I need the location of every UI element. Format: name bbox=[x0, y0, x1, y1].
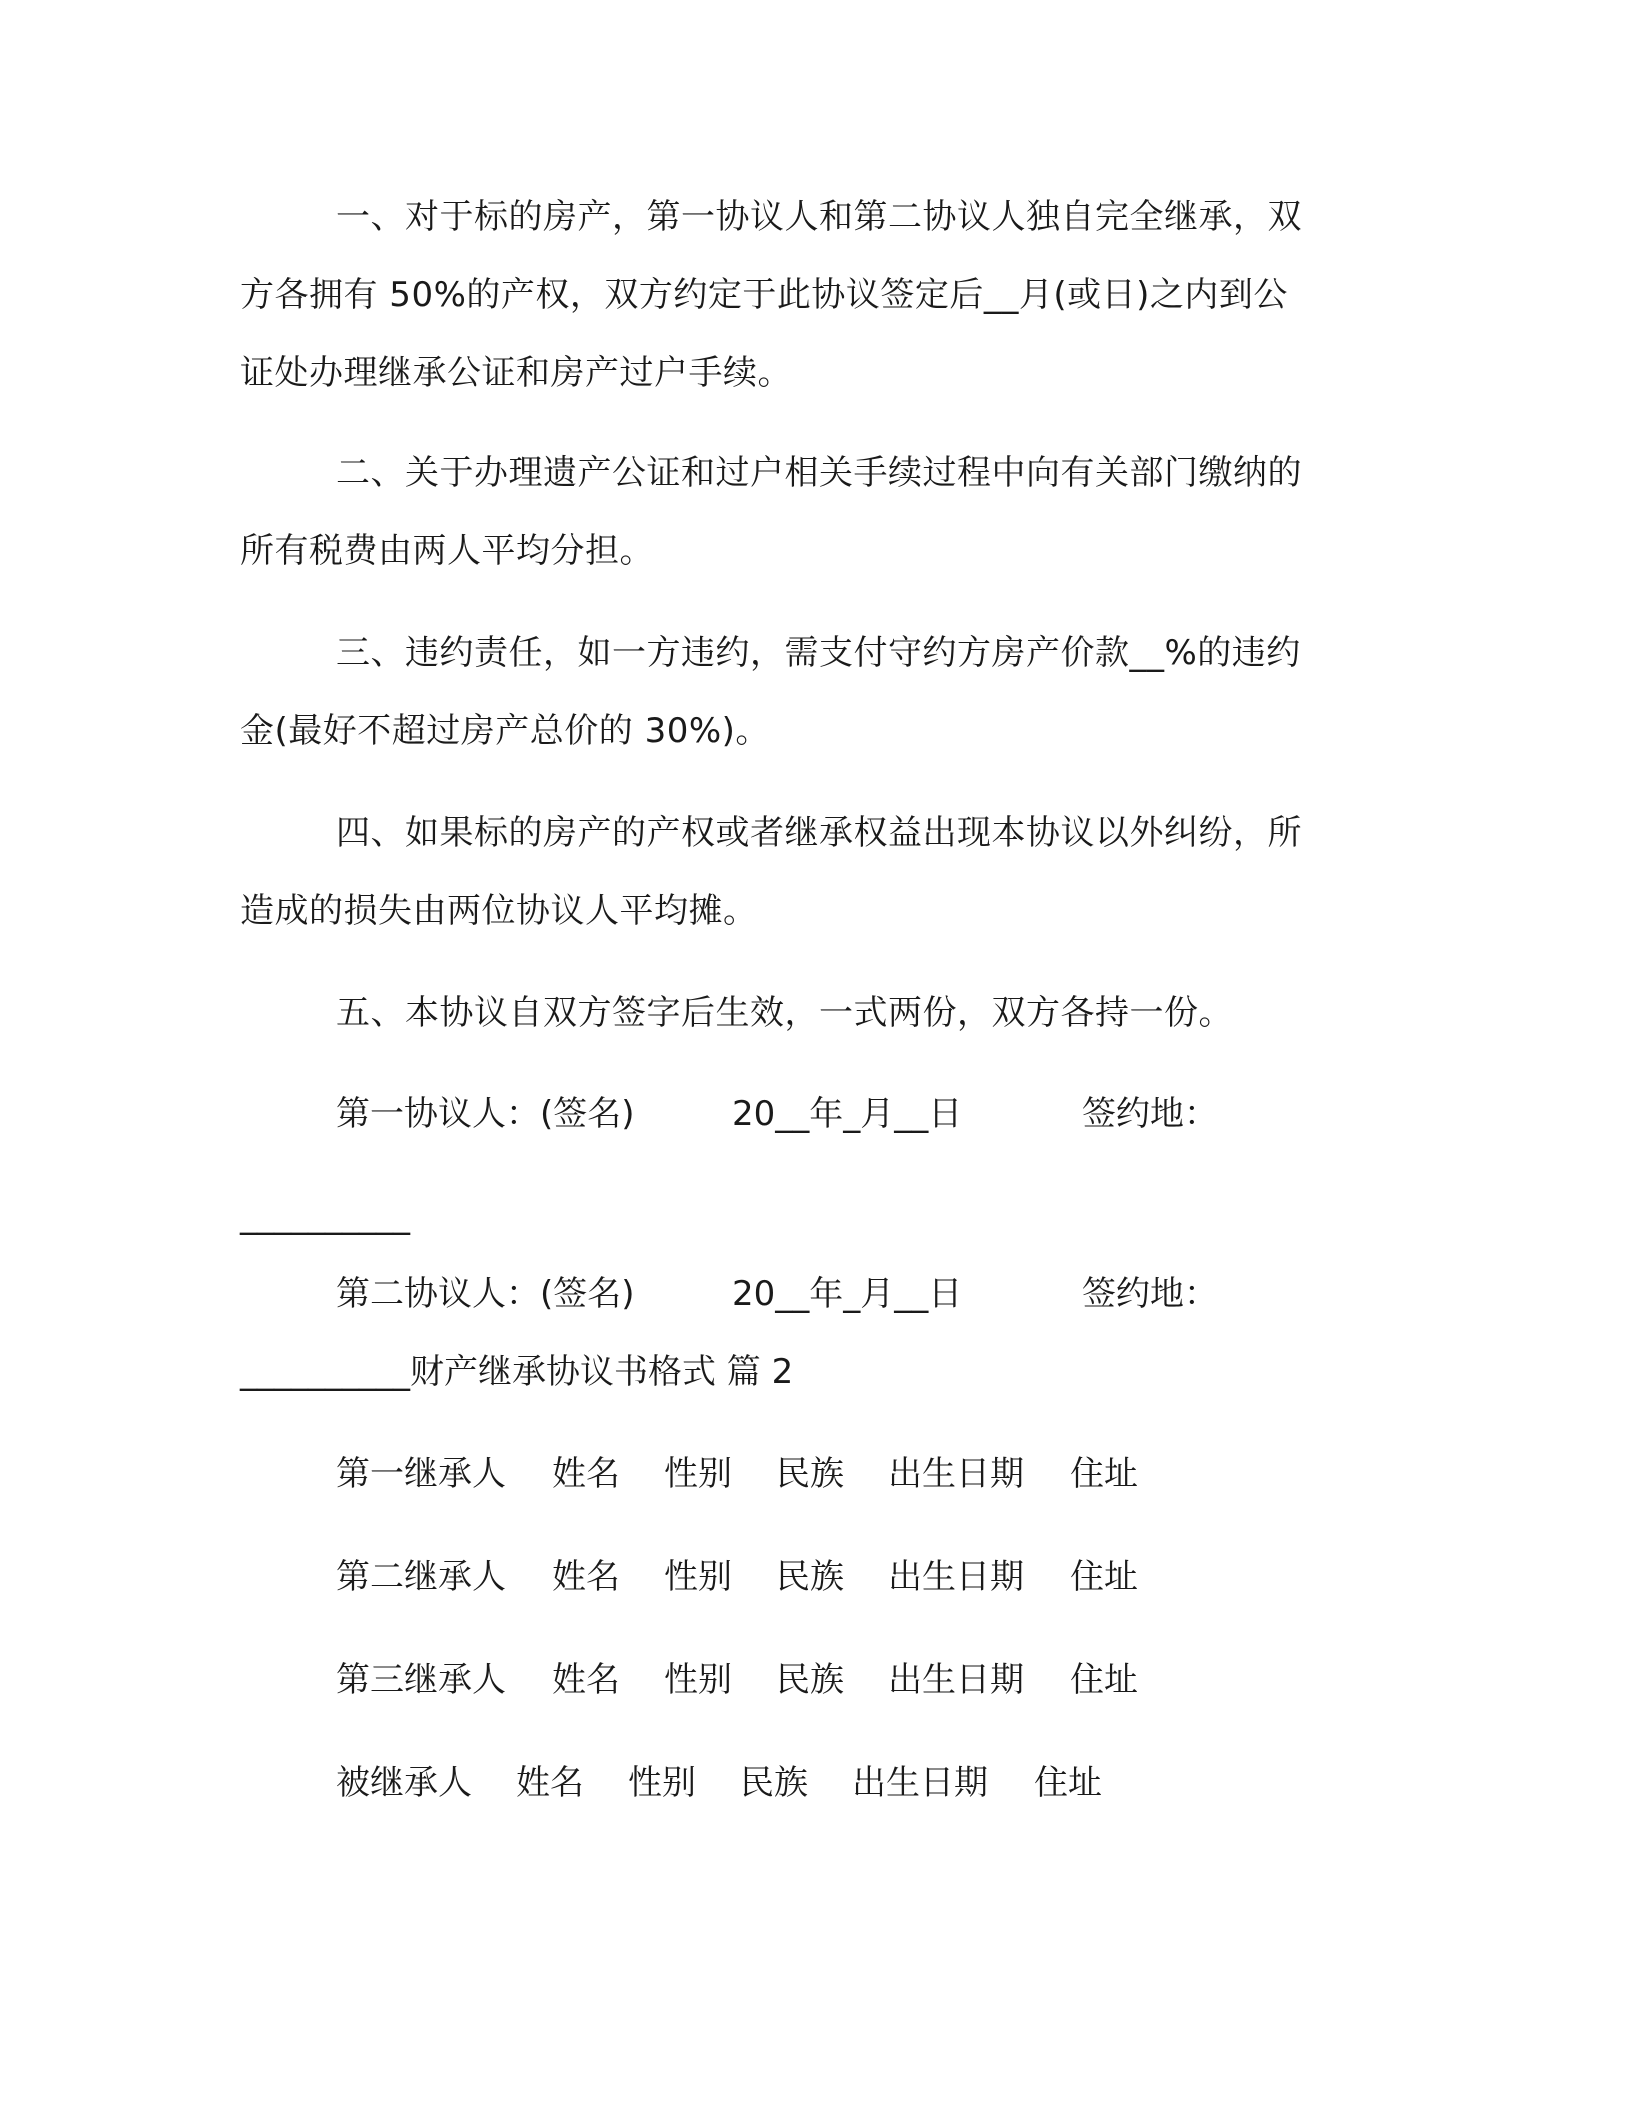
heir-field-label: 性别 bbox=[664, 1557, 732, 1597]
heir-role-label: 第三继承人 bbox=[336, 1660, 506, 1700]
paragraph-4-line-1: 四、如果标的房产的产权或者继承权益出现本协议以外纠纷，所 bbox=[336, 813, 1302, 853]
heir-field-label: 姓名 bbox=[516, 1763, 584, 1803]
paragraph-4 bbox=[240, 794, 1380, 950]
paragraph-2 bbox=[240, 434, 1380, 590]
second-party-date: 20__年_月__日 bbox=[732, 1274, 963, 1314]
heir-field-label: 姓名 bbox=[552, 1660, 620, 1700]
paragraph-4-line-2: 造成的损失由两位协议人平均摊。 bbox=[240, 891, 758, 931]
paragraph-3-line-2: 金(最好不超过房产总价的 30%)。 bbox=[240, 711, 770, 751]
heir-field-label: 性别 bbox=[664, 1454, 732, 1494]
paragraph-3 bbox=[240, 614, 1380, 770]
heir-field-label: 性别 bbox=[628, 1763, 696, 1803]
heir-field-label: 住址 bbox=[1034, 1763, 1102, 1803]
heir-field-label: 姓名 bbox=[552, 1557, 620, 1597]
heir-field-label: 住址 bbox=[1070, 1660, 1138, 1700]
heir-field-label: 出生日期 bbox=[888, 1557, 1024, 1597]
heir-field-label: 民族 bbox=[776, 1557, 844, 1597]
paragraph-1-line-2: 方各拥有 50%的产权，双方约定于此协议签定后__月(或日)之内到公 bbox=[240, 275, 1288, 315]
second-party-label: 第二协议人：(签名) bbox=[336, 1274, 635, 1314]
heir-field-label: 民族 bbox=[776, 1454, 844, 1494]
heir-role-label: 第二继承人 bbox=[336, 1557, 506, 1597]
heir-field-label: 出生日期 bbox=[888, 1660, 1024, 1700]
paragraph-1-line-1: 一、对于标的房产，第一协议人和第二协议人独自完全继承，双 bbox=[336, 197, 1302, 237]
heir-field-label: 姓名 bbox=[552, 1454, 620, 1494]
heir-field-label: 性别 bbox=[664, 1660, 732, 1700]
second-party-place-label: 签约地： bbox=[1082, 1274, 1218, 1314]
first-party-place-label: 签约地： bbox=[1082, 1094, 1218, 1134]
first-party-place-blank: __________ bbox=[240, 1196, 410, 1236]
heir-field-label: 住址 bbox=[1070, 1557, 1138, 1597]
paragraph-3-line-1: 三、违约责任，如一方违约，需支付守约方房产价款__%的违约 bbox=[336, 633, 1301, 673]
paragraph-2-line-1: 二、关于办理遗产公证和过户相关手续过程中向有关部门缴纳的 bbox=[336, 453, 1302, 493]
heir-field-label: 住址 bbox=[1070, 1454, 1138, 1494]
first-party-date: 20__年_月__日 bbox=[732, 1094, 963, 1134]
second-party-place-blank-and-heading: __________财产继承协议书格式 篇 2 bbox=[240, 1352, 794, 1392]
heir-field-label: 民族 bbox=[776, 1660, 844, 1700]
paragraph-1-line-3: 证处办理继承公证和房产过户手续。 bbox=[240, 353, 792, 393]
heir-role-label: 被继承人 bbox=[336, 1763, 472, 1803]
heir-field-label: 出生日期 bbox=[888, 1454, 1024, 1494]
heir-role-label: 第一继承人 bbox=[336, 1454, 506, 1494]
paragraph-2-line-2: 所有税费由两人平均分担。 bbox=[240, 531, 654, 571]
paragraph-1 bbox=[240, 178, 1380, 412]
first-party-label: 第一协议人：(签名) bbox=[336, 1094, 635, 1134]
paragraph-5 bbox=[240, 974, 1380, 1052]
heir-field-label: 出生日期 bbox=[852, 1763, 988, 1803]
paragraph-5-line-1: 五、本协议自双方签字后生效，一式两份，双方各持一份。 bbox=[336, 993, 1233, 1033]
heir-field-label: 民族 bbox=[740, 1763, 808, 1803]
